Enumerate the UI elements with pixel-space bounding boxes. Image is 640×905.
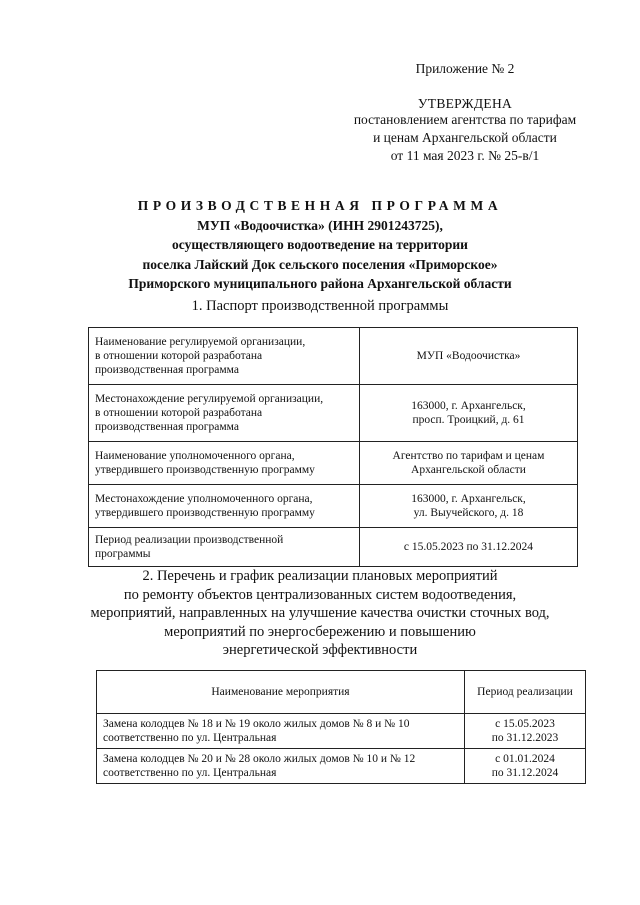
title-line: осуществляющего водоотведение на территории (172, 237, 468, 252)
column-header-name: Наименование мероприятия (97, 671, 465, 714)
measure-period (465, 749, 586, 784)
cell-line: Архангельской области (411, 464, 526, 476)
table-row (89, 485, 578, 528)
cell-line: программы (95, 548, 151, 560)
passport-label (89, 328, 360, 385)
cell-line: 163000, г. Архангельск, (411, 400, 526, 412)
title-line: Приморского муниципального района Архангельской области (128, 276, 512, 291)
table-row (97, 714, 586, 749)
cell-line: в отношении которой разработана (95, 407, 263, 419)
cell-line: соответственно по ул. Центральная (103, 732, 277, 744)
cell-line: утвердившего производственную программу (95, 507, 315, 519)
cell-line: с 15.05.2023 по 31.12.2024 (403, 541, 534, 553)
heading-line: энергетической эффективности (222, 642, 418, 658)
heading-line: мероприятий по энергосбережению и повышению (164, 623, 476, 640)
cell-line: Период реализации производственной (95, 534, 284, 546)
cell-line: производственная программа (95, 421, 239, 433)
approval-line: постановлением агентства по тарифам (353, 112, 577, 127)
table-row (89, 328, 578, 385)
heading-line: 2. Перечень и график реализации плановых мероприятий (142, 568, 498, 584)
passport-value (360, 442, 578, 485)
cell-line: Наименование регулируемой организации, (95, 336, 306, 348)
cell-line: просп. Троицкий, д. 61 (412, 414, 525, 426)
cell-line: с 01.01.2024 (495, 753, 555, 765)
title-line: ПРОИЗВОДСТВЕННАЯ ПРОГРАММА (137, 198, 503, 213)
cell-line: Агентство по тарифам и ценам (392, 450, 545, 462)
cell-line: Наименование уполномоченного органа, (95, 450, 295, 462)
approval-line: от 11 мая 2023 г. № 25-в/1 (390, 148, 540, 163)
cell-line: соответственно по ул. Центральная (103, 767, 277, 779)
passport-label (89, 442, 360, 485)
passport-value (360, 485, 578, 528)
measure-name (97, 749, 465, 784)
document-title (60, 196, 580, 294)
cell-line: Местонахождение регулируемой организации, (95, 393, 324, 405)
heading-line: по ремонту объектов централизованных систем водоотведения, (123, 586, 517, 603)
approval-details (330, 111, 600, 165)
cell-line: Замена колодцев № 18 и № 19 около жилых домов № 8 и № 10 (103, 718, 410, 730)
section2-heading (40, 567, 600, 660)
table-row (89, 528, 578, 567)
section1-heading: 1. Паспорт производственной программы (191, 298, 449, 314)
passport-label (89, 528, 360, 567)
passport-table (88, 327, 578, 567)
cell-line: 163000, г. Архангельск, (411, 493, 526, 505)
table-row (89, 385, 578, 442)
cell-line: в отношении которой разработана (95, 350, 263, 362)
passport-label (89, 485, 360, 528)
measure-period (465, 714, 586, 749)
table-header-row (97, 671, 586, 714)
measure-name (97, 714, 465, 749)
passport-value (360, 328, 578, 385)
title-line: поселка Лайский Док сельского поселения «Приморское» (142, 256, 498, 272)
approval-line: и ценам Архангельской области (373, 130, 557, 145)
cell-line: производственная программа (95, 364, 239, 376)
cell-line: по 31.12.2023 (491, 732, 559, 744)
cell-line: Местонахождение уполномоченного органа, (95, 493, 313, 505)
cell-line: ул. Выучейского, д. 18 (413, 507, 524, 519)
appendix-label: Приложение № 2 (415, 61, 515, 76)
passport-value (360, 528, 578, 567)
cell-line: по 31.12.2024 (491, 767, 559, 779)
passport-label (89, 385, 360, 442)
measures-table (96, 670, 586, 784)
cell-line: с 15.05.2023 (495, 718, 555, 730)
passport-value (360, 385, 578, 442)
heading-line: мероприятий, направленных на улучшение качества очистки сточных вод, (90, 605, 550, 621)
cell-line: МУП «Водоочистка» (416, 350, 521, 362)
column-header-period: Период реализации (465, 671, 586, 714)
approved-stamp: УТВЕРЖДЕНА (417, 96, 513, 111)
cell-line: Замена колодцев № 20 и № 28 около жилых домов № 10 и № 12 (103, 753, 416, 765)
title-line: МУП «Водоочистка» (ИНН 2901243725), (197, 217, 443, 233)
table-row (97, 749, 586, 784)
table-row (89, 442, 578, 485)
cell-line: утвердившего производственную программу (95, 464, 315, 476)
